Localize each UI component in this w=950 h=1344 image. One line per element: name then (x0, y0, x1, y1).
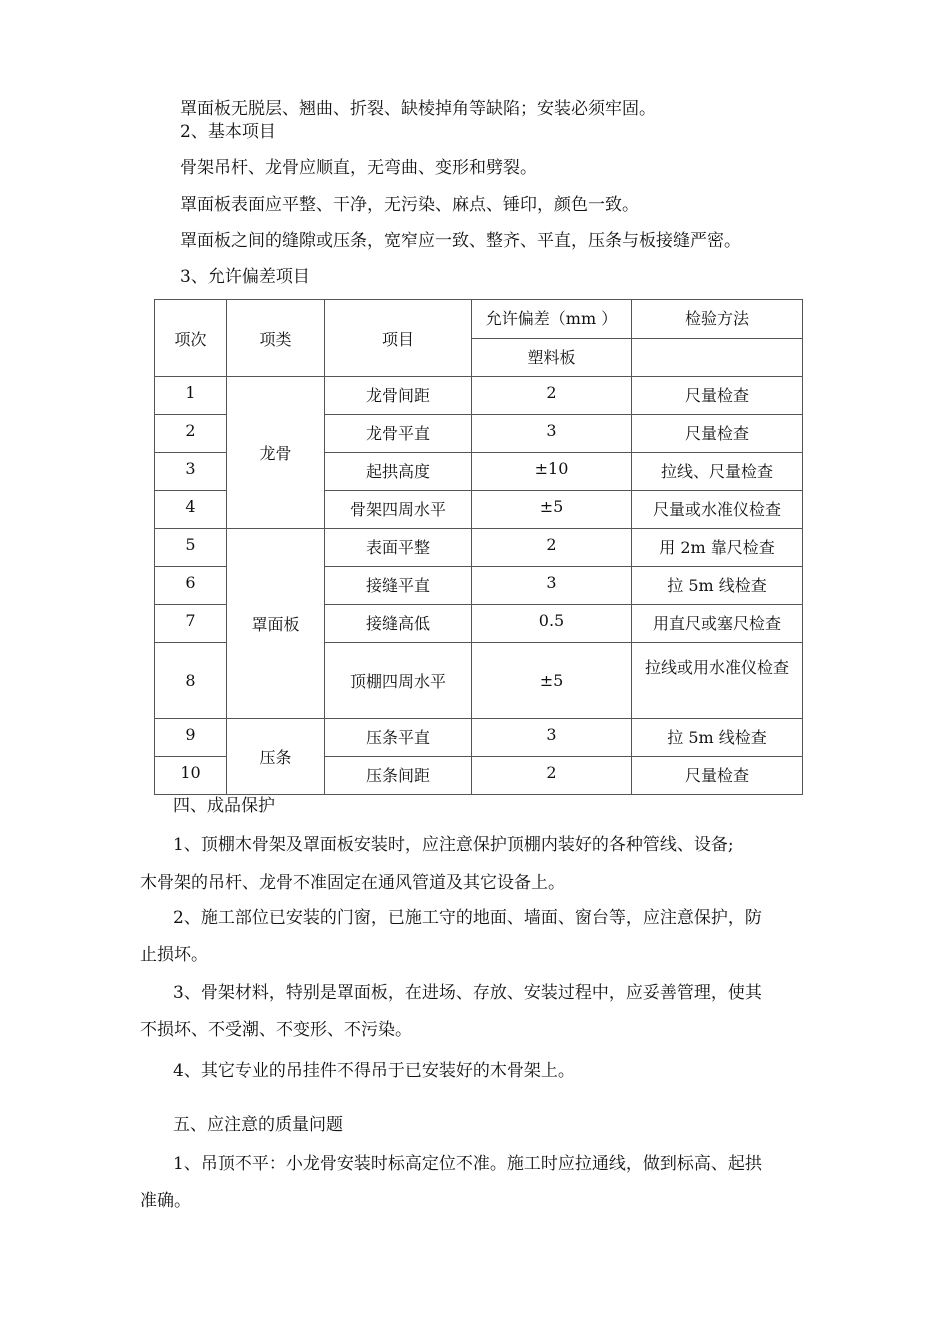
row-index: 2 (155, 415, 227, 453)
row-index: 10 (155, 757, 227, 795)
paragraph: 止损坏。 (140, 945, 208, 965)
row-item: 压条平直 (325, 719, 472, 757)
row-index: 1 (155, 377, 227, 415)
row-item: 龙骨间距 (325, 377, 472, 415)
row-method: 拉 5m 线检查 (632, 567, 803, 605)
header-index: 项次 (155, 300, 227, 377)
row-category: 压条 (227, 719, 325, 795)
paragraph: 2、施工部位已安装的门窗，已施工守的地面、墙面、窗台等，应注意保护，防 (173, 908, 762, 928)
section-heading: 五、应注意的质量问题 (173, 1115, 343, 1135)
row-item: 龙骨平直 (325, 415, 472, 453)
paragraph: 4、其它专业的吊挂件不得吊于已安装好的木骨架上。 (173, 1061, 575, 1081)
section-heading: 2、基本项目 (180, 122, 276, 142)
row-value: 2 (472, 529, 632, 567)
row-index: 9 (155, 719, 227, 757)
row-method: 尺量检查 (632, 377, 803, 415)
row-method: 用 2m 靠尺检查 (632, 529, 803, 567)
header-tolerance-sub: 塑料板 (472, 339, 632, 377)
paragraph: 罩面板无脱层、翘曲、折裂、缺棱掉角等缺陷；安装必须牢固。 (180, 99, 656, 119)
paragraph: 1、顶棚木骨架及罩面板安装时，应注意保护顶棚内装好的各种管线、设备; (173, 835, 734, 855)
section-heading: 3、允许偏差项目 (180, 267, 310, 287)
table-row (155, 377, 803, 415)
row-method: 尺量或水准仪检查 (632, 491, 803, 529)
row-method: 拉线、尺量检查 (632, 453, 803, 491)
row-item: 接缝平直 (325, 567, 472, 605)
paragraph: 1、吊顶不平：小龙骨安装时标高定位不准。施工时应拉通线，做到标高、起拱 (173, 1154, 762, 1174)
paragraph: 罩面板之间的缝隙或压条，宽窄应一致、整齐、平直，压条与板接缝严密。 (180, 231, 741, 251)
row-method: 尺量检查 (632, 757, 803, 795)
row-item: 骨架四周水平 (325, 491, 472, 529)
paragraph: 准确。 (140, 1191, 191, 1211)
row-item: 接缝高低 (325, 605, 472, 643)
section-heading: 四、成品保护 (173, 796, 275, 816)
row-item: 表面平整 (325, 529, 472, 567)
row-category: 罩面板 (227, 529, 325, 719)
row-item: 压条间距 (325, 757, 472, 795)
row-value: 2 (472, 377, 632, 415)
row-item: 起拱高度 (325, 453, 472, 491)
table-row (155, 719, 803, 757)
row-value: 3 (472, 567, 632, 605)
row-value: 3 (472, 415, 632, 453)
row-index: 8 (155, 643, 227, 719)
row-index: 4 (155, 491, 227, 529)
row-value: ±10 (472, 453, 632, 491)
row-item: 顶棚四周水平 (325, 643, 472, 719)
row-index: 6 (155, 567, 227, 605)
row-value: 3 (472, 719, 632, 757)
row-value: 2 (472, 757, 632, 795)
row-index: 5 (155, 529, 227, 567)
header-item: 项目 (325, 300, 472, 377)
paragraph: 3、骨架材料，特别是罩面板，在进场、存放、安装过程中，应妥善管理，使其 (173, 983, 762, 1003)
header-category: 项类 (227, 300, 325, 377)
row-index: 3 (155, 453, 227, 491)
row-value: ±5 (472, 491, 632, 529)
row-index: 7 (155, 605, 227, 643)
tolerance-table (154, 299, 803, 795)
row-method: 拉 5m 线检查 (632, 719, 803, 757)
paragraph: 不损坏、不受潮、不变形、不污染。 (140, 1020, 412, 1040)
paragraph: 罩面板表面应平整、干净，无污染、麻点、锤印，颜色一致。 (180, 195, 639, 215)
row-value: ±5 (472, 643, 632, 719)
header-method-blank (632, 339, 803, 377)
table-row (155, 529, 803, 567)
header-method: 检验方法 (632, 300, 803, 339)
row-method: 尺量检查 (632, 415, 803, 453)
paragraph: 木骨架的吊杆、龙骨不准固定在通风管道及其它设备上。 (140, 873, 565, 893)
row-category: 龙骨 (227, 377, 325, 529)
row-method: 拉线或用水准仪检查 (632, 643, 803, 719)
header-tolerance: 允许偏差（mm ） (472, 300, 632, 339)
paragraph: 骨架吊杆、龙骨应顺直，无弯曲、变形和劈裂。 (180, 158, 537, 178)
row-method: 用直尺或塞尺检查 (632, 605, 803, 643)
row-value: 0.5 (472, 605, 632, 643)
